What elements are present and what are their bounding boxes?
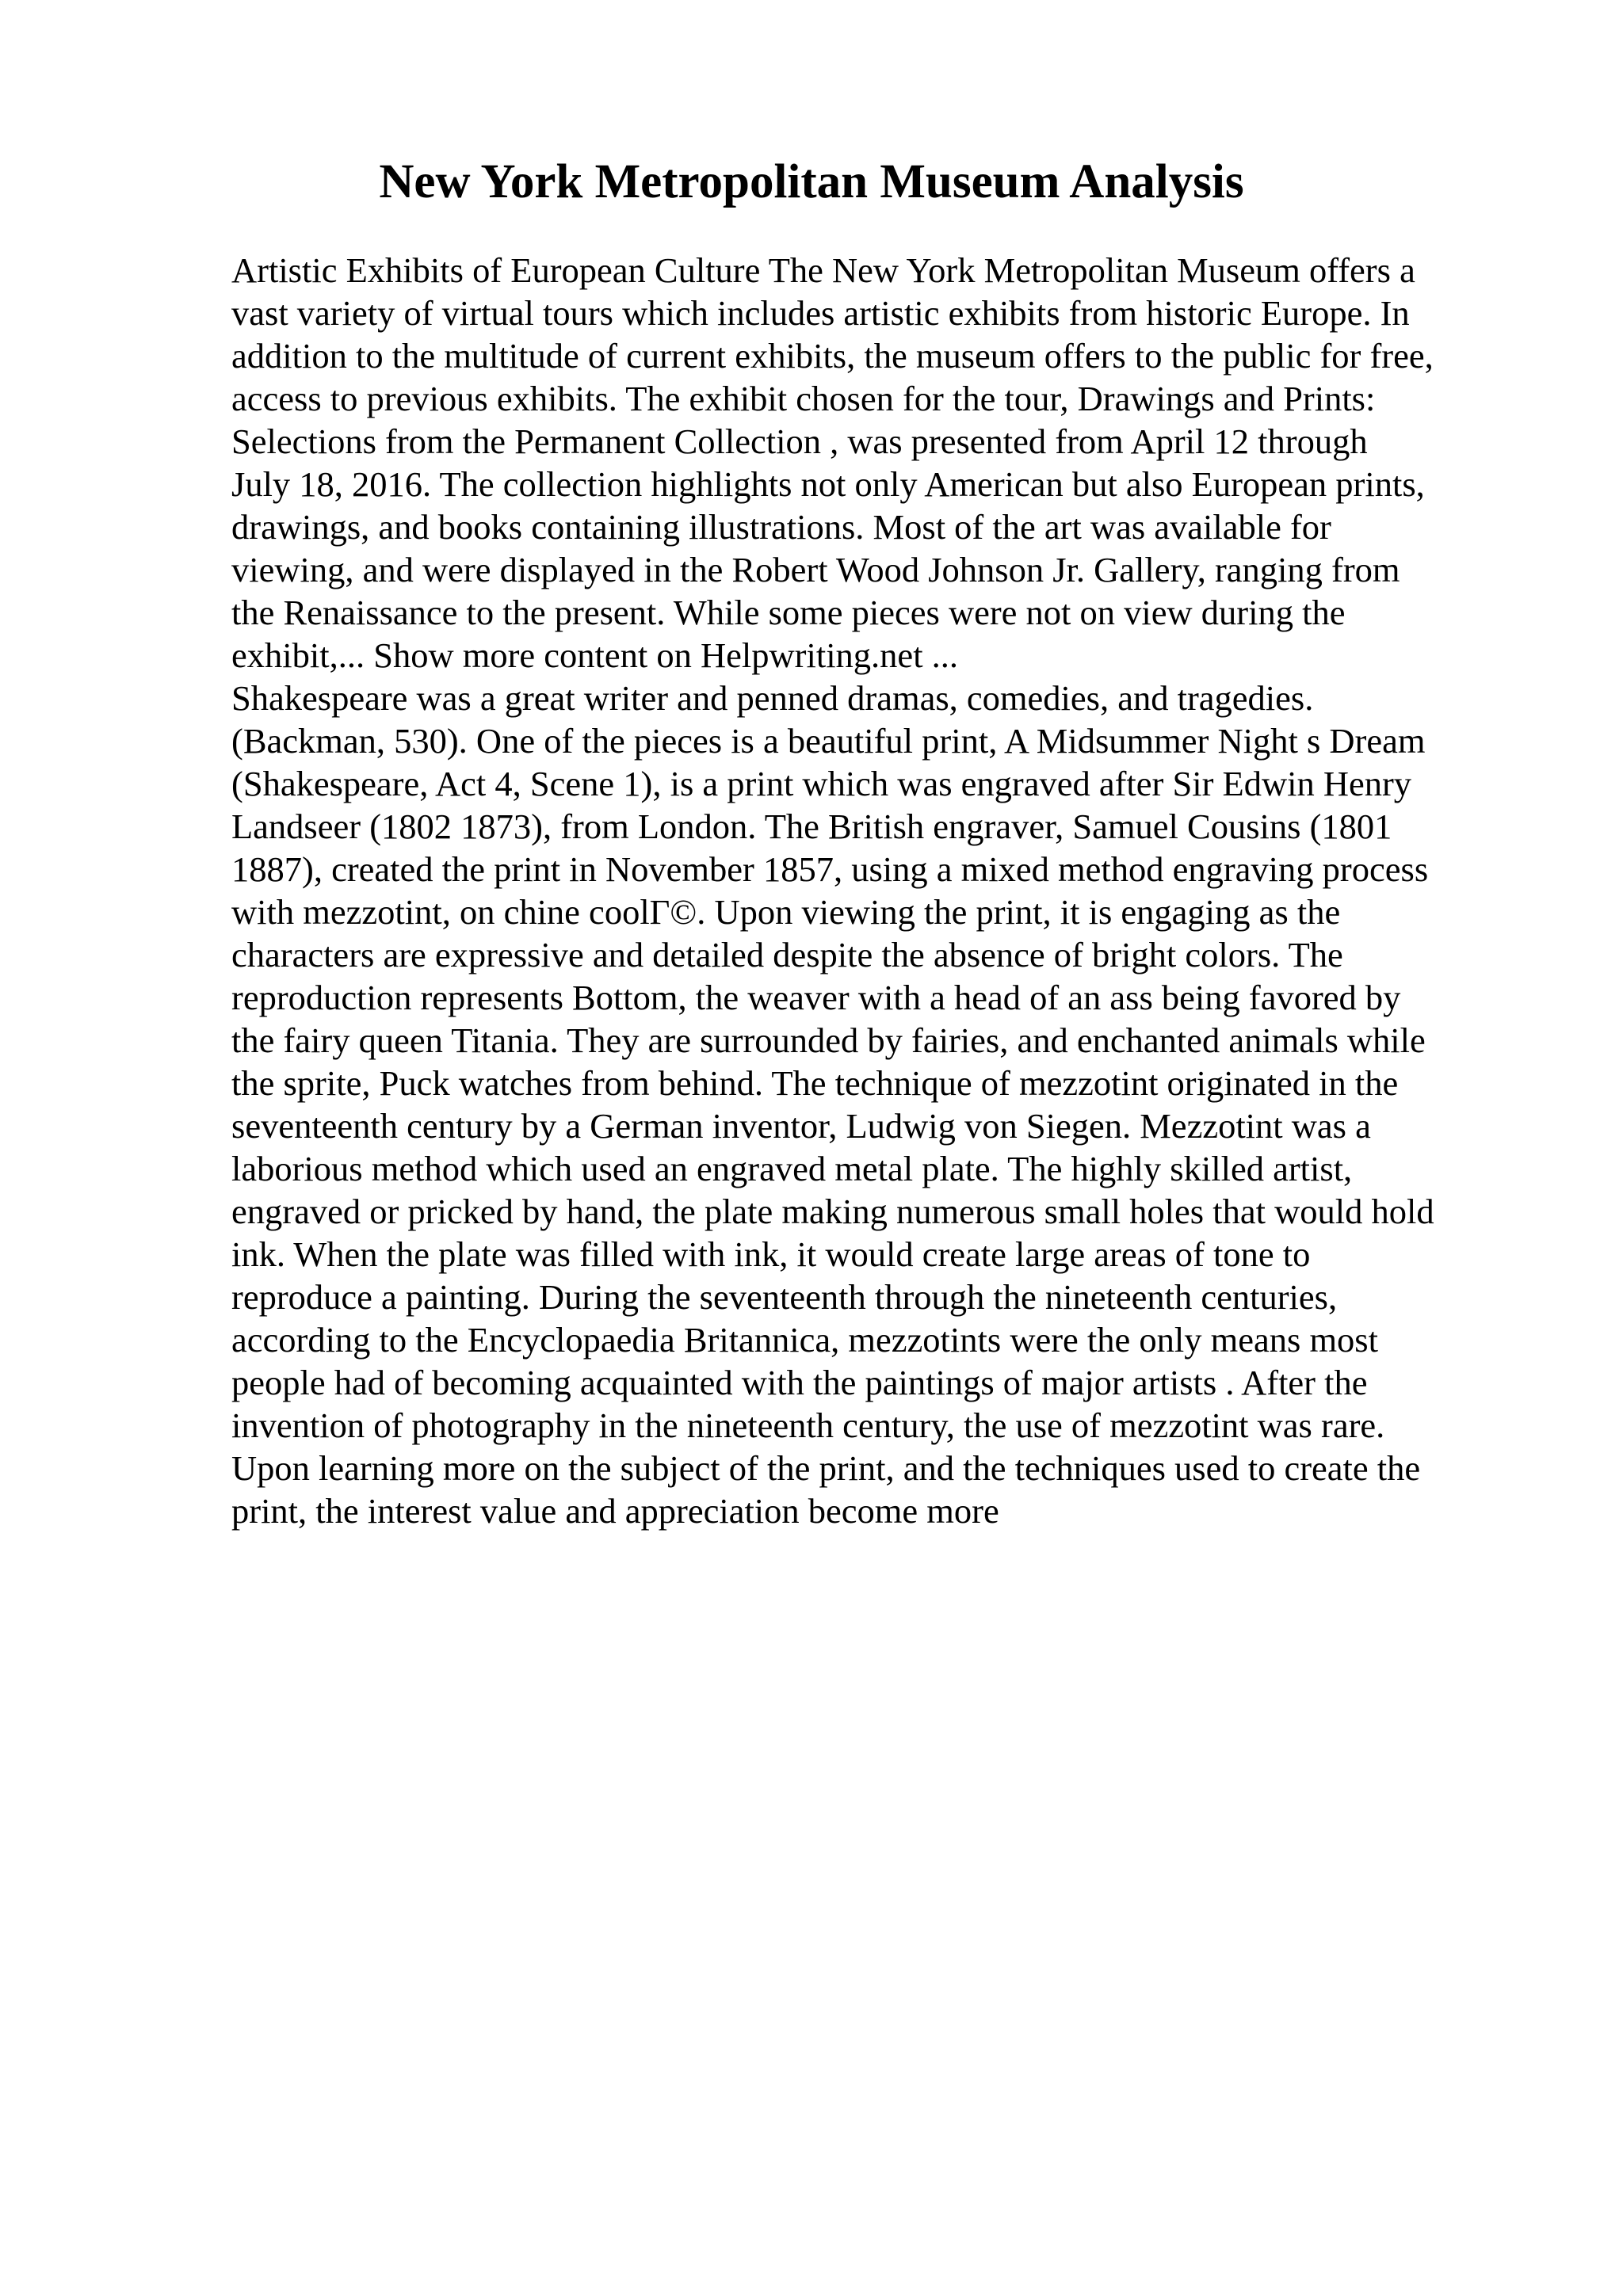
text-line: the sprite, Puck watches from behind. The technique of mezzotint originated in the — [231, 1063, 1399, 1103]
text-line: (Shakespeare, Act 4, Scene 1), is a print which was engraved after Sir Edwin Henry — [231, 764, 1412, 803]
text-line: reproduce a painting. During the seventeenth through the nineteenth centuries, — [231, 1277, 1338, 1317]
text-line: engraved or pricked by hand, the plate making numerous small holes that would hold — [231, 1192, 1434, 1231]
text-line: ink. When the plate was filled with ink, it would create large areas of tone to — [231, 1234, 1311, 1274]
text-line: drawings, and books containing illustrations. Most of the art was available for — [231, 507, 1331, 547]
text-line: characters are expressive and detailed despite the absence of bright colors. The — [231, 935, 1343, 974]
text-line: print, the interest value and appreciation become more — [231, 1491, 999, 1531]
text-line: 1887), created the print in November 1857, using a mixed method engraving process — [231, 849, 1429, 889]
text-line: viewing, and were displayed in the Robert Wood Johnson Jr. Gallery, ranging from — [231, 550, 1400, 589]
text-line: reproduction represents Bottom, the weaver with a head of an ass being favored by — [231, 978, 1401, 1017]
document-title: New York Metropolitan Museum Analysis — [379, 155, 1244, 208]
text-line: Upon learning more on the subject of the print, and the techniques used to create the — [231, 1448, 1421, 1488]
text-line: according to the Encyclopaedia Britannica, mezzotints were the only means most — [231, 1320, 1378, 1360]
text-line: July 18, 2016. The collection highlights not only American but also European prints, — [231, 464, 1425, 504]
text-line: Landseer (1802 1873), from London. The British engraver, Samuel Cousins (1801 — [231, 807, 1392, 846]
text-line: Selections from the Permanent Collection , was presented from April 12 through — [231, 421, 1368, 461]
text-line: laborious method which used an engraved metal plate. The highly skilled artist, — [231, 1149, 1353, 1188]
text-line: with mezzotint, on chine coolГ©. Upon viewing the print, it is engaging as the — [231, 892, 1341, 932]
text-line: Artistic Exhibits of European Culture The New York Metropolitan Museum offers a — [231, 250, 1415, 290]
text-line: the fairy queen Titania. They are surrounded by fairies, and enchanted animals while — [231, 1020, 1426, 1060]
text-line: (Backman, 530). One of the pieces is a beautiful print, A Midsummer Night s Dream — [231, 721, 1426, 761]
text-line: Shakespeare was a great writer and penned dramas, comedies, and tragedies. — [231, 678, 1314, 718]
text-line: invention of photography in the nineteenth century, the use of mezzotint was rare. — [231, 1405, 1385, 1445]
text-line: the Renaissance to the present. While some pieces were not on view during the — [231, 593, 1346, 632]
text-line: seventeenth century by a German inventor, Ludwig von Siegen. Mezzotint was a — [231, 1106, 1371, 1146]
text-line: exhibit,... Show more content on Helpwriting.net ... — [231, 635, 959, 675]
text-line: people had of becoming acquainted with the paintings of major artists . After the — [231, 1363, 1368, 1402]
text-line: addition to the multitude of current exhibits, the museum offers to the public for free, — [231, 336, 1434, 376]
text-line: vast variety of virtual tours which includes artistic exhibits from historic Europe. In — [231, 293, 1410, 333]
text-line: access to previous exhibits. The exhibit chosen for the tour, Drawings and Prints: — [231, 379, 1376, 418]
